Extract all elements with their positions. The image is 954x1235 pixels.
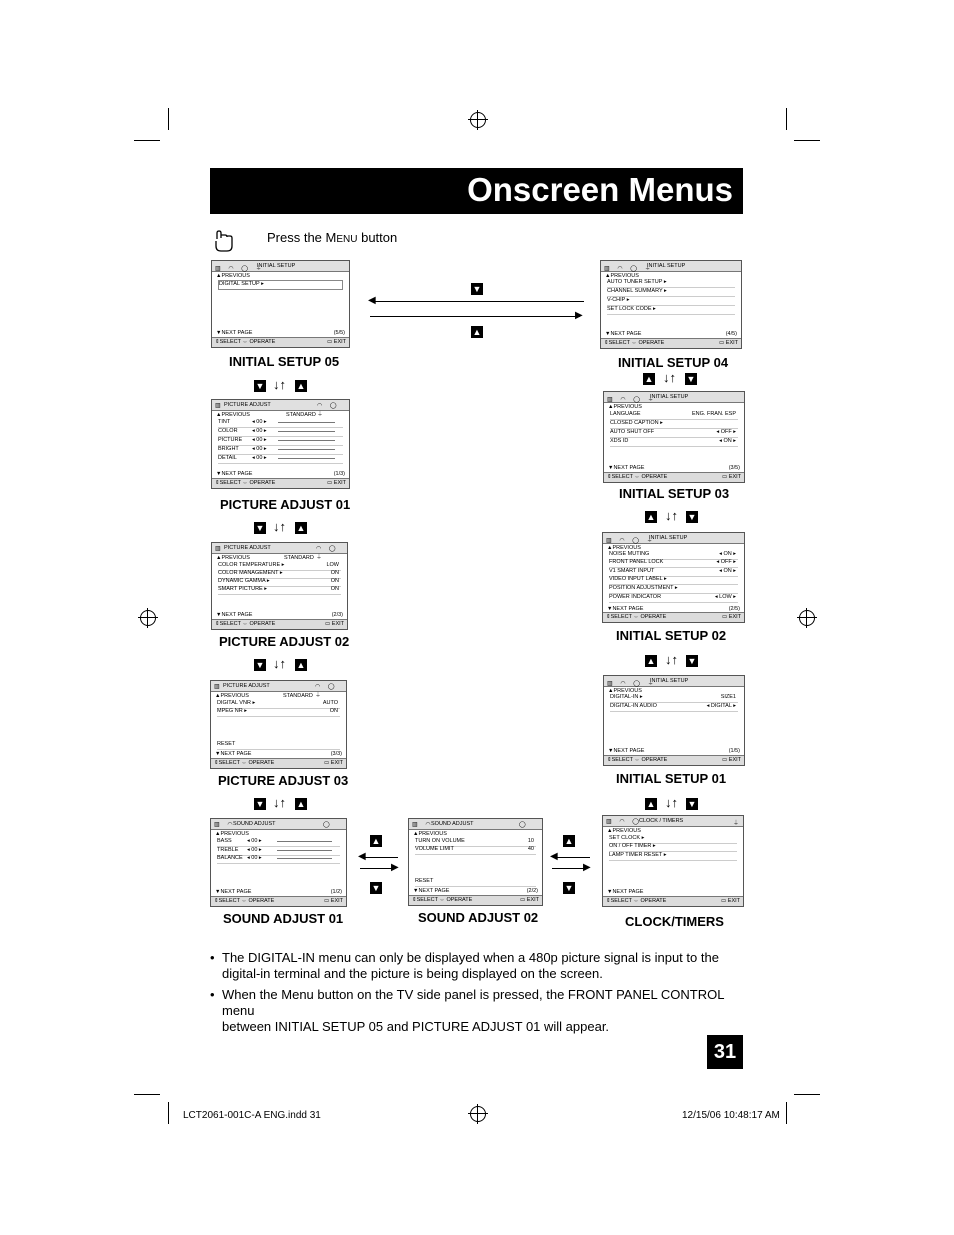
- menu-row: COLOR MANAGEMENT ▸ ON: [218, 570, 341, 579]
- menu-row: V-CHIP ▸: [607, 297, 735, 306]
- menu-row: FRONT PANEL LOCK ◂ OFF ▸: [609, 559, 738, 568]
- updown-arrow-icon: ↓↑: [273, 377, 286, 392]
- crop-mark: [794, 140, 820, 141]
- label-initial-setup-05: INITIAL SETUP 05: [229, 354, 340, 369]
- menu-initial-setup-02: ▥ ◠ ◯ ⏚ INITIAL SETUP ▲PREVIOUS NOISE MUTING ◂ ON ▸ FRONT PANEL LOCK ◂ OFF ▸ V1 SMART INPUT ◂ ON ▸ VIDEO INPUT LABEL ▸ POSITION ADJUSTMENT ▸ POWER INDICATOR ◂ LOW ▸ ▼NEXT PAGE (2/5) ⇕SELECT ⇔ OPERATE ▭ EXIT: [602, 532, 745, 623]
- updown-arrow-icon: ↓↑: [665, 795, 678, 810]
- menu-row: DIGITAL-IN ▸ SIZE1: [610, 694, 738, 703]
- crop-mark: [168, 1102, 169, 1124]
- menu-row: DYNAMIC GAMMA ▸ ON: [218, 578, 341, 587]
- down-button-icon: ▼: [255, 799, 265, 809]
- up-button-icon: ▲: [646, 512, 656, 522]
- menu-row: TREBLE ◂ 00 ▸: [217, 847, 340, 856]
- registration-mark-icon: [470, 1106, 486, 1122]
- menu-initial-setup-03: ▥ ◠ ◯ ⏚ INITIAL SETUP ▲PREVIOUS LANGUAGE ENG. FRAN. ESP CLOSED CAPTION ▸ AUTO SHUT OFF ◂ OFF ▸ XDS ID ◂ ON ▸ ▼NEXT PAGE (3/5) ⇕SELECT ⇔ OPERATE ▭ EXIT: [603, 391, 745, 483]
- label-picture-adjust-02: PICTURE ADJUST 02: [219, 634, 350, 649]
- down-button-icon: ▼: [472, 284, 482, 294]
- arrow-line: [552, 868, 586, 869]
- menu-icons: ▥ ◠ ◯ ⏚: [215, 266, 265, 272]
- arrow-right-icon: ▶: [583, 862, 591, 873]
- menu-row: DIGITAL VNR ▸ AUTO: [217, 700, 340, 709]
- menu-row: BALANCE ◂ 00 ▸: [217, 855, 340, 864]
- label-picture-adjust-01: PICTURE ADJUST 01: [220, 497, 351, 512]
- updown-arrow-icon: ↓↑: [273, 519, 286, 534]
- down-button-icon: ▼: [687, 799, 697, 809]
- menu-row: TURN ON VOLUME 10: [415, 838, 536, 847]
- label-sound-adjust-02: SOUND ADJUST 02: [418, 910, 539, 925]
- menu-row: DETAIL ◂ 00 ▸: [218, 455, 343, 464]
- bullet-mark: •: [210, 950, 215, 965]
- label-clock-timers: CLOCK/TIMERS: [625, 914, 724, 929]
- menu-row: NOISE MUTING ◂ ON ▸: [609, 551, 738, 560]
- crop-mark: [786, 1102, 787, 1124]
- menu-row: POWER INDICATOR ◂ LOW ▸: [609, 594, 738, 603]
- menu-initial-setup-04: ▥ ◠ ◯ ⏚ INITIAL SETUP ▲PREVIOUS AUTO TUNER SETUP ▸ CHANNEL SUMMARY ▸ V-CHIP ▸ SET LOCK CODE ▸ ▼NEXT PAGE (4/5) ⇕SELECT ⇔ OPERATE ▭ EXIT: [600, 260, 742, 349]
- arrow-right-icon: ▶: [575, 310, 583, 321]
- down-button-icon: ▼: [687, 512, 697, 522]
- up-button-icon: ▲: [646, 656, 656, 666]
- arrow-left-icon: ◀: [550, 851, 558, 862]
- arrow-line: [364, 857, 398, 858]
- menu-initial-setup-01: ▥ ◠ ◯ ⏚ INITIAL SETUP ▲PREVIOUS DIGITAL-IN ▸ SIZE1 DIGITAL-IN AUDIO ◂ DIGITAL ▸ ▼NEXT PAGE (1/5) ⇕SELECT ⇔ OPERATE ▭ EXIT: [603, 675, 745, 766]
- updown-arrow-icon: ↓↑: [273, 656, 286, 671]
- up-button-icon: ▲: [296, 381, 306, 391]
- menu-row: DIGITAL-IN AUDIO ◂ DIGITAL ▸: [610, 703, 738, 712]
- menu-row-reset: RESET: [217, 741, 340, 750]
- down-button-icon: ▼: [687, 656, 697, 666]
- registration-mark-icon: [140, 610, 156, 626]
- arrow-line: [360, 868, 394, 869]
- label-sound-adjust-01: SOUND ADJUST 01: [223, 911, 344, 926]
- arrow-line: [556, 857, 590, 858]
- up-button-icon: ▲: [296, 660, 306, 670]
- menu-row: SET LOCK CODE ▸: [607, 306, 735, 315]
- hand-press-icon: [212, 229, 236, 253]
- menu-row: V1 SMART INPUT ◂ ON ▸: [609, 568, 738, 577]
- menu-row: XDS ID ◂ ON ▸: [610, 438, 738, 447]
- menu-row: AUTO SHUT OFF ◂ OFF ▸: [610, 429, 738, 438]
- menu-sound-adjust-02: ▥ ◠ SOUND ADJUST ◯ ▲PREVIOUS TURN ON VOLUME 10 VOLUME LIMIT 40 RESET ▼NEXT PAGE (2/2) ⇕SELECT ⇔ OPERATE ▭ EXIT: [408, 818, 543, 906]
- menu-clock-timers: ▥ ◠ ◯ CLOCK / TIMERS ⏚ ▲PREVIOUS SET CLOCK ▸ ON / OFF TIMER ▸ LAMP TIMER RESET ▸ ▼NEXT PAGE ⇕SELECT ⇔ OPERATE ▭ EXIT: [602, 815, 744, 907]
- menu-row: COLOR TEMPERATURE ▸ LOW: [218, 562, 341, 571]
- menu-row-reset: RESET: [415, 878, 536, 887]
- bullet-text: The DIGITAL-IN menu can only be displayed when a 480p picture signal is input to the digital-in terminal and the picture is being displayed on the screen.: [222, 950, 719, 981]
- arrow-line: [370, 316, 580, 317]
- footer-timestamp: 12/15/06 10:48:17 AM: [682, 1110, 780, 1121]
- menu-picture-adjust-02: ▥ PICTURE ADJUST ◠ ◯ ⏚ ▲PREVIOUS STANDARD COLOR TEMPERATURE ▸ LOW COLOR MANAGEMENT ▸ ON DYNAMIC GAMMA ▸ ON SMART PICTURE ▸ ON ▼NEXT PAGE (2/3) ⇕SELECT ⇔ OPERATE ▭ EXIT: [211, 542, 348, 630]
- menu-picture-adjust-03: ▥ PICTURE ADJUST ◠ ◯ ⏚ ▲PREVIOUS STANDARD DIGITAL VNR ▸ AUTO MPEG NR ▸ ON RESET ▼NEXT PAGE (3/3) ⇕SELECT ⇔ OPERATE ▭ EXIT: [210, 680, 347, 769]
- menu-row: PICTURE ◂ 00 ▸: [218, 437, 343, 446]
- menu-picture-adjust-01: ▥ PICTURE ADJUST ◠ ◯ ⏚ ▲PREVIOUS STANDARD TINT ◂ 00 ▸ COLOR ◂ 00 ▸ PICTURE ◂ 00 ▸ BRIGHT ◂ 00 ▸ DETAIL ◂ 00 ▸ ▼NEXT PAGE (1/3) ⇕SELECT ⇔ OPERATE ▭ EXIT: [211, 399, 350, 489]
- arrow-right-icon: ▶: [391, 862, 399, 873]
- up-button-icon: ▲: [644, 374, 654, 384]
- registration-mark-icon: [799, 610, 815, 626]
- menu-row: COLOR ◂ 00 ▸: [218, 428, 343, 437]
- updown-arrow-icon: ↓↑: [273, 795, 286, 810]
- label-picture-adjust-03: PICTURE ADJUST 03: [218, 773, 349, 788]
- crop-mark: [134, 1094, 160, 1095]
- up-button-icon: ▲: [564, 836, 574, 846]
- menu-initial-setup-05: ▥ ◠ ◯ ⏚ INITIAL SETUP ▲PREVIOUS DIGITAL SETUP ▸ ▼NEXT PAGE (5/5) ⇕SELECT ⇔ OPERATE ▭ EXIT: [211, 260, 350, 348]
- crop-mark: [786, 108, 787, 130]
- down-button-icon: ▼: [255, 523, 265, 533]
- menu-row: SET CLOCK ▸: [609, 835, 737, 844]
- menu-sound-adjust-01: ▥ ◠ SOUND ADJUST ◯ ▲PREVIOUS BASS ◂ 00 ▸ TREBLE ◂ 00 ▸ BALANCE ◂ 00 ▸ ▼NEXT PAGE (1/2) ⇕SELECT ⇔ OPERATE ▭ EXIT: [210, 818, 347, 907]
- menu-row: SMART PICTURE ▸ ON: [218, 586, 341, 595]
- arrow-left-icon: ◀: [368, 295, 376, 306]
- down-button-icon: ▼: [255, 660, 265, 670]
- up-button-icon: ▲: [371, 836, 381, 846]
- menu-row: BRIGHT ◂ 00 ▸: [218, 446, 343, 455]
- registration-mark-icon: [470, 112, 486, 128]
- updown-arrow-icon: ↓↑: [665, 652, 678, 667]
- down-button-icon: ▼: [686, 374, 696, 384]
- updown-arrow-icon: ↓↑: [663, 370, 676, 385]
- crop-mark: [134, 140, 160, 141]
- menu-row: BASS ◂ 00 ▸: [217, 838, 340, 847]
- down-button-icon: ▼: [371, 883, 381, 893]
- menu-row: VOLUME LIMIT 40: [415, 846, 536, 855]
- menu-row: TINT ◂ 00 ▸: [218, 419, 343, 428]
- label-initial-setup-03: INITIAL SETUP 03: [619, 486, 730, 501]
- menu-row: DIGITAL SETUP ▸: [218, 280, 343, 290]
- down-button-icon: ▼: [564, 883, 574, 893]
- menu-row: ON / OFF TIMER ▸: [609, 843, 737, 852]
- arrow-left-icon: ◀: [358, 851, 366, 862]
- menu-row: AUTO TUNER SETUP ▸: [607, 279, 735, 288]
- menu-row: MPEG NR ▸ ON: [217, 708, 340, 717]
- label-initial-setup-04: INITIAL SETUP 04: [618, 355, 729, 370]
- arrow-line: [374, 301, 584, 302]
- menu-row: POSITION ADJUSTMENT ▸: [609, 585, 738, 594]
- page-title: Onscreen Menus: [467, 171, 733, 208]
- up-button-icon: ▲: [472, 327, 482, 337]
- footer-file-info: LCT2061-001C-A ENG.indd 31: [183, 1110, 321, 1121]
- press-menu-instruction: Press the MENU button: [267, 230, 398, 245]
- page-number: 31: [707, 1035, 743, 1069]
- label-initial-setup-01: INITIAL SETUP 01: [616, 771, 727, 786]
- label-initial-setup-02: INITIAL SETUP 02: [616, 628, 727, 643]
- menu-row: LAMP TIMER RESET ▸: [609, 852, 737, 861]
- up-button-icon: ▲: [296, 799, 306, 809]
- title-bar: [210, 168, 743, 214]
- up-button-icon: ▲: [296, 523, 306, 533]
- up-button-icon: ▲: [646, 799, 656, 809]
- down-button-icon: ▼: [255, 381, 265, 391]
- menu-row: CLOSED CAPTION ▸: [610, 420, 738, 429]
- crop-mark: [794, 1094, 820, 1095]
- updown-arrow-icon: ↓↑: [665, 508, 678, 523]
- menu-row: VIDEO INPUT LABEL ▸: [609, 576, 738, 585]
- crop-mark: [168, 108, 169, 130]
- bullet-text: When the Menu button on the TV side panel is pressed, the FRONT PANEL CONTROL menu between INITIAL SETUP 05 and PICTURE ADJUST 01 will appear.: [222, 987, 724, 1034]
- bullet-mark: •: [210, 987, 215, 1002]
- menu-row: LANGUAGE ENG. FRAN. ESP: [610, 411, 738, 420]
- menu-row: CHANNEL SUMMARY ▸: [607, 288, 735, 297]
